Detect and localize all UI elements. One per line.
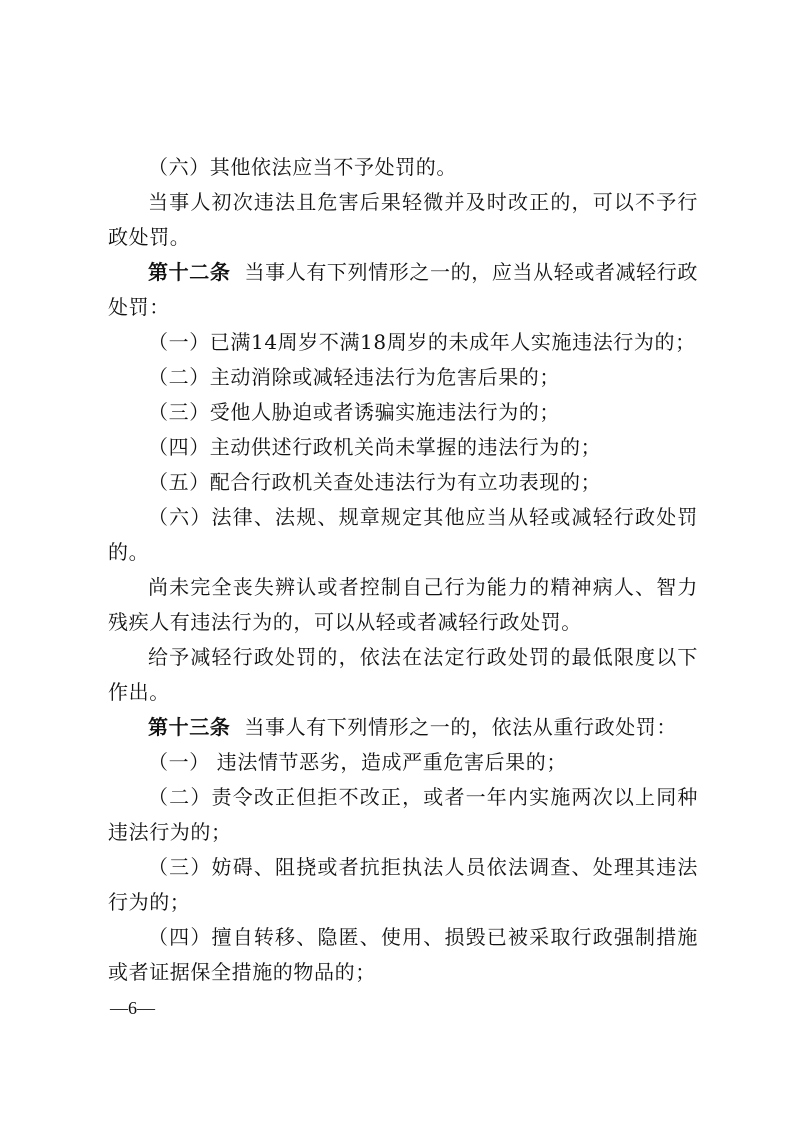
list-item (108, 850, 698, 920)
list-item (108, 360, 698, 395)
paragraph-text: （三）妨碍、阻挠或者抗拒执法人员依法调查、处理其违法行为的； (108, 855, 698, 914)
paragraph (108, 255, 698, 325)
list-item (108, 430, 698, 465)
paragraph-text: （三）受他人胁迫或者诱骗实施违法行为的； (148, 400, 560, 424)
article-number: 第十三条 (148, 715, 231, 739)
article-number: 第十二条 (148, 260, 231, 284)
paragraph-text: （四）擅自转移、隐匿、使用、损毁已被采取行政强制措施或者证据保全措施的物品的； (108, 925, 698, 984)
paragraph-text: （四）主动供述行政机关尚未掌握的违法行为的； (148, 435, 602, 459)
list-item (108, 500, 698, 570)
list-item (108, 395, 698, 430)
paragraph-text: 当事人有下列情形之一的，依法从重行政处罚： (244, 715, 678, 739)
paragraph-text: （二）主动消除或减轻违法行为危害后果的； (148, 365, 560, 389)
paragraph-text: 尚未完全丧失辨认或者控制自己行为能力的精神病人、智力残疾人有违法行为的，可以从轻或者减轻行政处罚。 (108, 575, 698, 634)
paragraph-text: （一）已满14周岁不满18周岁的未成年人实施违法行为的； (148, 330, 696, 354)
paragraph (108, 640, 698, 710)
page-number: —6— (110, 998, 155, 1018)
paragraph-text: （六）其他依法应当不予处罚的。 (148, 155, 457, 179)
list-item (108, 745, 698, 780)
body-text (108, 150, 698, 990)
list-item (108, 465, 698, 500)
paragraph (108, 150, 698, 185)
paragraph-text: （一） 违法情节恶劣，造成严重危害后果的； (148, 750, 567, 774)
paragraph-text: 给予减轻行政处罚的，依法在法定行政处罚的最低限度以下作出。 (108, 645, 698, 704)
paragraph (108, 570, 698, 640)
paragraph (108, 710, 698, 745)
paragraph-text: （六）法律、法规、规章规定其他应当从轻或减轻行政处罚的。 (108, 505, 698, 564)
paragraph-text: 当事人初次违法且危害后果轻微并及时改正的，可以不予行政处罚。 (108, 190, 698, 249)
list-item (108, 325, 698, 360)
list-item (108, 920, 698, 990)
paragraph-text: 当事人有下列情形之一的，应当从轻或者减轻行政处罚： (108, 260, 698, 319)
paragraph-text: （五）配合行政机关查处违法行为有立功表现的； (148, 470, 602, 494)
paragraph (108, 185, 698, 255)
list-item (108, 780, 698, 850)
paragraph-text: （二）责令改正但拒不改正，或者一年内实施两次以上同种违法行为的； (108, 785, 698, 844)
